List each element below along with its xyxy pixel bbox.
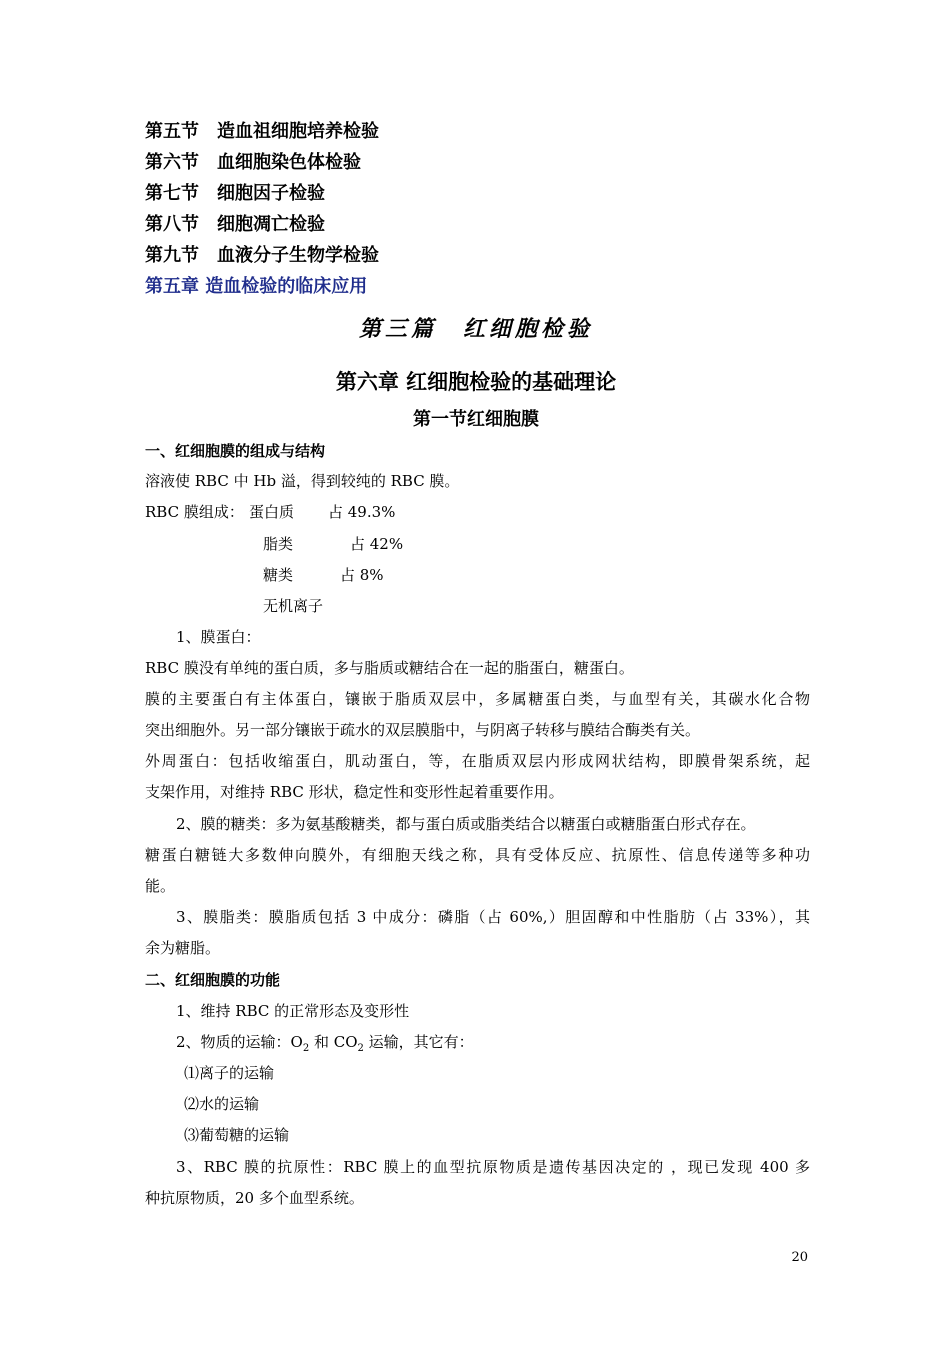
paragraph-line: RBC 膜没有单纯的蛋白质，多与脂质或糖结合在一起的脂蛋白，糖蛋白。: [145, 659, 634, 677]
paragraph-line: 3、膜脂类：膜脂质包括 3 中成分：磷脂（占 60%,）胆固醇和中性脂肪（占 33%），其: [176, 908, 810, 926]
composition-name: 蛋白质: [249, 503, 295, 521]
function-item: 1、维持 RBC 的正常形态及变形性: [176, 1002, 410, 1020]
composition-name: 糖类: [263, 566, 294, 584]
sub-item: ⑴离子的运输: [184, 1064, 275, 1082]
part-title: 第三篇 红细胞检验: [358, 316, 593, 342]
composition-name: 无机离子: [263, 597, 324, 615]
toc-chapter-entry: 第五章 造血检验的临床应用: [145, 276, 368, 297]
text: 2、物质的运输：O: [176, 1033, 303, 1051]
chapter-title: 第六章 红细胞检验的基础理论: [335, 370, 617, 394]
paragraph-line: 余为糖脂。: [145, 939, 221, 957]
toc-entry: 第九节 血液分子生物学检验: [145, 245, 379, 266]
toc-entry: 第五节 造血祖细胞培养检验: [145, 121, 379, 142]
composition-label: RBC 膜组成：: [145, 503, 244, 521]
heading-function: 二、红细胞膜的功能: [145, 971, 281, 989]
function-item: [176, 1032, 841, 1059]
subscript: 2: [302, 1043, 310, 1054]
paragraph-line: 膜的主要蛋白有主体蛋白，镶嵌于脂质双层中，多属糖蛋白类，与血型有关，其碳水化合物: [145, 690, 810, 708]
text: 和 CO: [309, 1033, 358, 1051]
toc-entry: 第六节 血细胞染色体检验: [145, 152, 361, 173]
composition-value: 占 8%: [340, 566, 384, 584]
paragraph-line: 外周蛋白：包括收缩蛋白，肌动蛋白，等，在脂质双层内形成网状结构，即膜骨架系统，起: [145, 752, 810, 770]
function-item: 3、RBC 膜的抗原性：RBC 膜上的血型抗原物质是遗传基因决定的 ，现已发现 400 多: [176, 1158, 810, 1176]
paragraph-line: 支架作用，对维持 RBC 形状，稳定性和变形性起着重要作用。: [145, 783, 564, 801]
toc-entry: 第七节 细胞因子检验: [145, 183, 325, 204]
paragraph-line: 突出细胞外。另一部分镶嵌于疏水的双层膜脂中，与阴离子转移与膜结合酶类有关。: [145, 721, 701, 739]
sub-item: ⑶葡萄糖的运输: [184, 1126, 290, 1144]
paragraph-line: 能。: [145, 877, 176, 895]
subscript: 2: [357, 1043, 364, 1054]
sub-item: ⑵水的运输: [184, 1095, 260, 1113]
paragraph-line: 2、膜的糖类：多为氨基酸糖类，都与蛋白质或脂类结合以糖蛋白或糖脂蛋白形式存在。: [176, 815, 756, 833]
toc-entry: 第八节 细胞凋亡检验: [145, 214, 325, 235]
paragraph-hb: 溶液使 RBC 中 Hb 溢，得到较纯的 RBC 膜。: [145, 472, 460, 490]
item-title: 1、膜蛋白：: [176, 628, 261, 646]
paragraph-line: 糖蛋白糖链大多数伸向膜外，有细胞天线之称，具有受体反应、抗原性、信息传递等多种功: [145, 846, 810, 864]
composition-name: 脂类: [263, 535, 294, 553]
page-number: 20: [791, 1250, 808, 1265]
heading-composition: 一、红细胞膜的组成与结构: [145, 442, 326, 460]
text: 运输，其它有：: [363, 1033, 474, 1051]
composition-value: 占 42%: [350, 535, 404, 553]
section-title: 第一节红细胞膜: [413, 409, 539, 430]
composition-value: 占 49.3%: [328, 503, 396, 521]
paragraph-line: 种抗原物质，20 多个血型系统。: [145, 1189, 364, 1207]
